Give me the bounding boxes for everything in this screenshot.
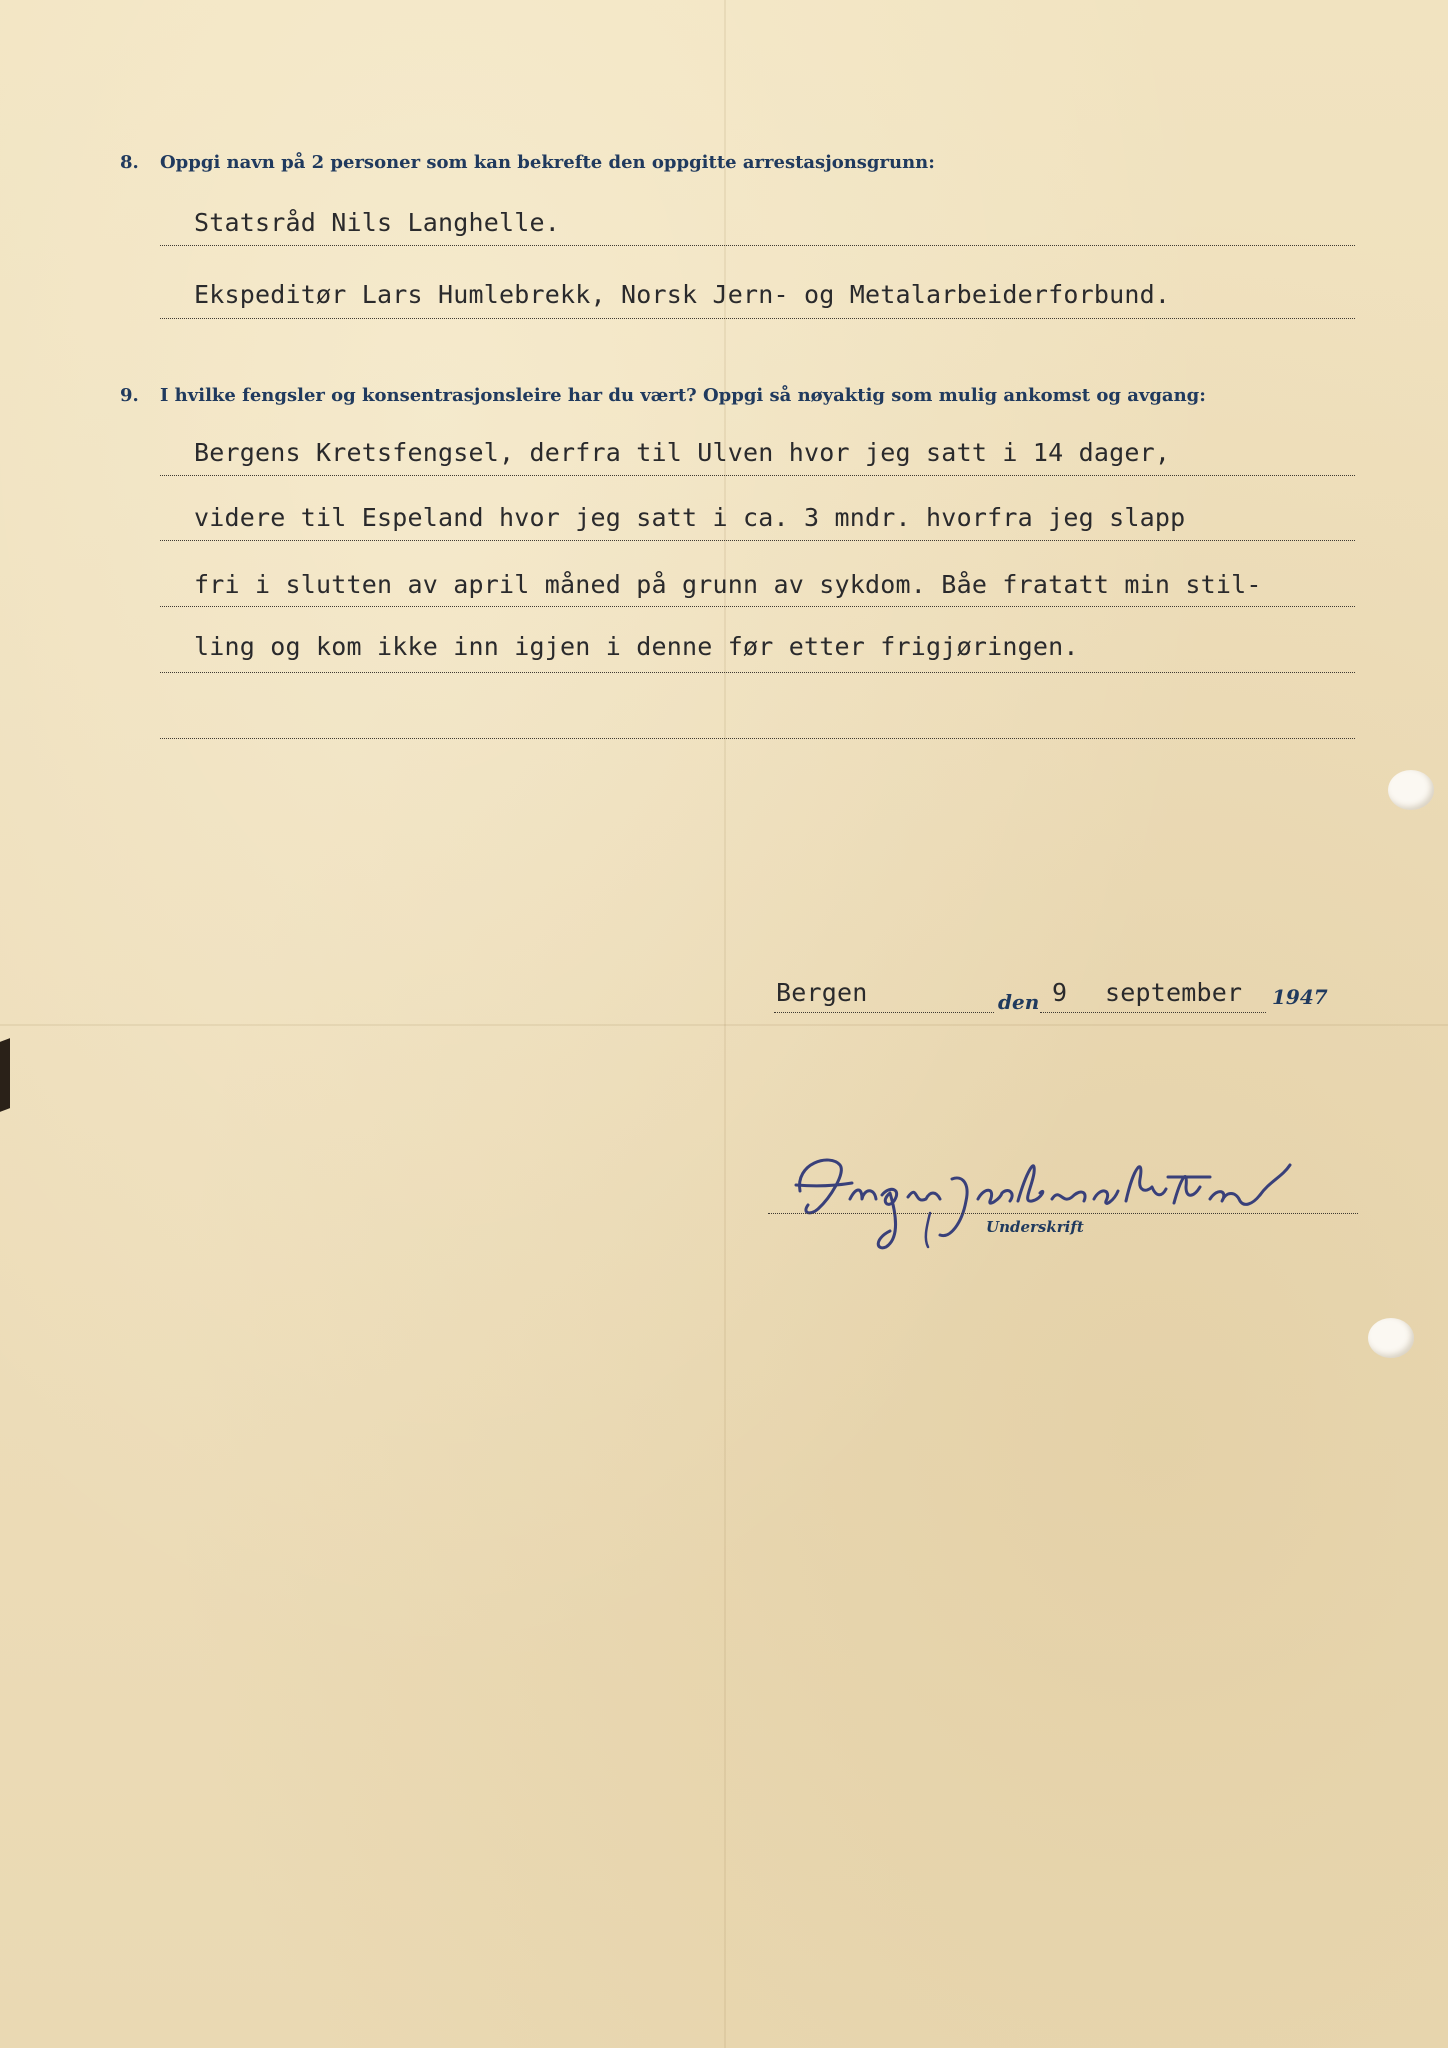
question-8 (120, 152, 935, 173)
q8-answer-line-1: Statsråd Nils Langhelle. (194, 208, 561, 237)
place-rule (774, 1012, 994, 1013)
date-rule (1040, 1012, 1266, 1013)
q9-answer-line-1: Bergens Kretsfengsel, derfra til Ulven hvor jeg satt i 14 dager, (194, 438, 1171, 467)
punch-hole-upper (1388, 770, 1434, 810)
paper-edge-mark (0, 1038, 10, 1112)
place-value: Bergen (776, 978, 868, 1007)
question-8-text: Oppgi navn på 2 personer som kan bekrefte den oppgitte arrestasjonsgrunn: (160, 152, 935, 173)
signature-rule (768, 1213, 1358, 1214)
q9-answer-line-4: ling og kom ikke inn igjen i denne før etter frigjøringen. (194, 632, 1079, 661)
question-9 (120, 385, 1206, 406)
answer-rule (160, 245, 1355, 246)
punch-hole-lower (1368, 1318, 1414, 1358)
q9-answer-line-2: videre til Espeland hvor jeg satt i ca. 3 mndr. hvorfra jeg slapp (194, 503, 1186, 532)
question-9-text: I hvilke fengsler og konsentrasjonsleire har du vært? Oppgi så nøyaktig som mulig ankomst og avgang: (160, 385, 1206, 406)
q8-answer-line-2: Ekspeditør Lars Humlebrekk, Norsk Jern- og Metalarbeiderforbund. (194, 280, 1171, 309)
q9-answer-line-3: fri i slutten av april måned på grunn av sykdom. Båe fratatt min stil- (194, 570, 1262, 599)
date-day: 9 (1052, 978, 1068, 1007)
date-den-label: den (998, 990, 1040, 1014)
signature-label: Underskrift (986, 1218, 1084, 1236)
handwritten-signature (790, 1143, 1330, 1253)
answer-rule (160, 318, 1355, 319)
date-year: 1947 (1272, 985, 1328, 1009)
answer-rule (160, 672, 1355, 673)
question-8-number: 8. (120, 152, 139, 173)
answer-rule (160, 540, 1355, 541)
date-month: september (1105, 978, 1243, 1007)
answer-rule-empty (160, 738, 1355, 739)
question-9-number: 9. (120, 385, 139, 406)
answer-rule (160, 606, 1355, 607)
paper-fold-horizontal (0, 1024, 1448, 1026)
answer-rule (160, 475, 1355, 476)
